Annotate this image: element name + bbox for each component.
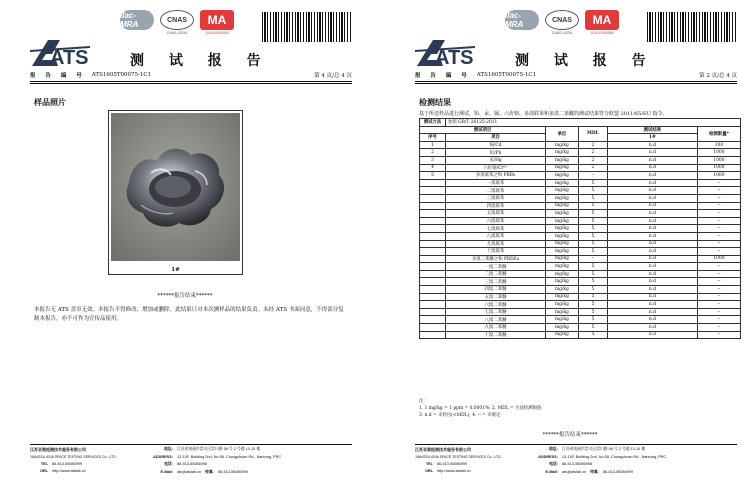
table-row [420, 308, 741, 316]
report-page-right [395, 0, 745, 500]
footer-divider [415, 444, 737, 445]
cell-result: n.d [607, 324, 697, 332]
ilac-mra-mark [120, 10, 154, 35]
results-table-body [420, 141, 741, 338]
cell-no [420, 331, 446, 339]
cell-item: 七溴联苯 [446, 225, 546, 233]
cell-item: 六溴二苯醚 [446, 301, 546, 309]
cell-item: 二溴联苯 [446, 187, 546, 195]
cell-limit: 1000 [697, 255, 740, 263]
fax-label: 传真: [590, 470, 599, 474]
cell-unit: mg/kg [546, 286, 579, 294]
cell-limit: -- [697, 210, 740, 218]
cnas-icon: CNAS [160, 10, 194, 30]
cell-item: 多溴联苯之和 PBBs [446, 172, 546, 180]
phone-label: 电话: [549, 462, 558, 466]
table-row [420, 278, 741, 286]
ma-code: 151012050089 [590, 31, 614, 35]
address-en: 13-15F, Building 2nd, No.58, Chongchuan Rd., Nantong, PRC [177, 455, 282, 459]
cell-limit: -- [697, 217, 740, 225]
cell-mdl: 5 [578, 270, 607, 278]
results-basis: 基于所送样品进行测试，铅、汞、镉、六价铬、多溴联苯和多溴二苯醚的测试结果符合欧盟 2011/65/EU 指令。 [419, 111, 668, 117]
table-row [420, 293, 741, 301]
results-notes [419, 398, 541, 419]
cell-limit: 1000 [697, 149, 740, 157]
fax-value: 86-513-55086999 [602, 470, 633, 474]
cell-result: n.d [607, 301, 697, 309]
cell-unit: mg/kg [546, 141, 579, 149]
cell-result: n.d [607, 331, 697, 339]
cell-no [420, 202, 446, 210]
table-row [420, 141, 741, 149]
cell-mdl: 5 [578, 232, 607, 240]
ma-code: 151012050089 [205, 31, 229, 35]
tel-value: 86-513-55086999 [52, 462, 82, 466]
cell-result: n.d [607, 278, 697, 286]
cell-limit: -- [697, 225, 740, 233]
cell-item: 八溴二苯醚 [446, 316, 546, 324]
cell-unit: mg/kg [546, 324, 579, 332]
cell-mdl: 2 [578, 141, 607, 149]
cell-unit: mg/kg [546, 232, 579, 240]
email-label: E-Mail: [160, 470, 173, 474]
cell-no: 5 [420, 172, 446, 180]
cell-unit: mg/kg [546, 316, 579, 324]
col-result-sample: 1# [607, 134, 697, 142]
report-number-label: 报 告 编 号 [415, 73, 471, 79]
cell-result: n.d [607, 232, 697, 240]
cell-limit: -- [697, 331, 740, 339]
cell-mdl: -- [578, 172, 607, 180]
fax-value: 86-513-55086999 [217, 470, 248, 474]
section-title-results: 检测结果 [419, 97, 451, 107]
method-label: 测试方法 [420, 119, 446, 127]
company-name-cn: 江苏亚奥检测技术服务有限公司 [415, 447, 471, 452]
address-en-label: ADDRESS: [153, 455, 173, 459]
cnas-icon: CNAS [545, 10, 579, 30]
cell-item: 三溴联苯 [446, 194, 546, 202]
address-en-label: ADDRESS: [538, 455, 558, 459]
cell-mdl: 5 [578, 240, 607, 248]
cell-result: n.d [607, 255, 697, 263]
cell-limit: -- [697, 179, 740, 187]
cell-mdl: 5 [578, 293, 607, 301]
cell-no [420, 324, 446, 332]
cell-mdl: 5 [578, 286, 607, 294]
table-row [420, 301, 741, 309]
url-link[interactable]: http://www.atslab.cn [52, 469, 86, 473]
table-row [420, 179, 741, 187]
cell-mdl: 2 [578, 149, 607, 157]
cell-mdl: 5 [578, 179, 607, 187]
table-row [420, 248, 741, 256]
cell-no [420, 301, 446, 309]
cell-result: n.d [607, 225, 697, 233]
cell-item: 镉/Cd [446, 141, 546, 149]
cell-no [420, 217, 446, 225]
address-cn-label: 地址: [164, 447, 173, 451]
cell-result: n.d [607, 293, 697, 301]
cell-item: 多溴二苯醚之和 PBDEs [446, 255, 546, 263]
cell-item: 五溴二苯醚 [446, 293, 546, 301]
report-page-left [10, 0, 360, 500]
cell-unit: mg/kg [546, 156, 579, 164]
cell-item: 六价铬/Cr⁶⁺ [446, 164, 546, 172]
cell-limit: -- [697, 308, 740, 316]
cell-no [420, 293, 446, 301]
cell-unit: mg/kg [546, 225, 579, 233]
cell-result: n.d [607, 210, 697, 218]
cell-unit: mg/kg [546, 149, 579, 157]
cell-no [420, 210, 446, 218]
notes-label: 注： [419, 399, 428, 404]
col-limit: 检测限量* [697, 126, 740, 141]
url-label: URL [425, 469, 433, 473]
table-row [420, 270, 741, 278]
page-indicator: 第 2 页/总 4 页 [699, 73, 737, 79]
col-item: 项目 [446, 134, 546, 142]
method-value: 参照 GB/T 26125-2011 [446, 119, 741, 127]
cell-mdl: 5 [578, 217, 607, 225]
address-cn: 江苏省南通市崇川区崇川路 58 号 2 号楼 13-15 楼 [562, 447, 646, 451]
address-cn-label: 地址: [549, 447, 558, 451]
cnas-code: CNAS L8154 [166, 31, 188, 35]
cell-item: 一溴二苯醚 [446, 263, 546, 271]
cell-mdl: 2 [578, 164, 607, 172]
cell-no [420, 248, 446, 256]
cell-unit: mg/kg [546, 187, 579, 195]
email-link[interactable]: ats@atslab.cn [562, 470, 587, 474]
cell-mdl: 5 [578, 301, 607, 309]
cell-no [420, 232, 446, 240]
cell-limit: -- [697, 278, 740, 286]
cell-item: 汞/Hg [446, 156, 546, 164]
footer-divider [30, 444, 352, 445]
certification-marks [505, 10, 619, 35]
cell-unit: mg/kg [546, 331, 579, 339]
table-row [420, 255, 741, 263]
table-row [420, 286, 741, 294]
col-result-group: 测试结果 [607, 126, 697, 134]
table-row [420, 217, 741, 225]
method-row [420, 119, 741, 127]
ma-mark [585, 10, 619, 35]
cell-no [420, 278, 446, 286]
phone-value: 86-513-55086998 [562, 462, 592, 466]
cell-unit: mg/kg [546, 270, 579, 278]
cell-limit: -- [697, 263, 740, 271]
cell-mdl: 5 [578, 316, 607, 324]
ma-mark [200, 10, 234, 35]
cell-result: n.d [607, 217, 697, 225]
ma-icon: MA [585, 10, 619, 30]
cell-result: n.d [607, 172, 697, 180]
note-1: 1. 1 mg/kg = 1 ppm = 0.0001%; 2. MDL = 方法检测限值 [419, 406, 542, 412]
table-row [420, 149, 741, 157]
cell-unit: mg/kg [546, 263, 579, 271]
cell-limit: -- [697, 187, 740, 195]
cell-result: n.d [607, 156, 697, 164]
cell-unit: mg/kg [546, 164, 579, 172]
cell-item: 九溴二苯醚 [446, 324, 546, 332]
cell-limit: 1000 [697, 164, 740, 172]
phone-value: 86-513-55086998 [177, 462, 207, 466]
cell-no [420, 270, 446, 278]
cell-limit: -- [697, 324, 740, 332]
cell-mdl: 5 [578, 210, 607, 218]
cell-no [420, 286, 446, 294]
col-unit: 单位 [546, 126, 579, 141]
cell-no [420, 316, 446, 324]
cell-item: 十溴联苯 [446, 248, 546, 256]
cell-limit: 1000 [697, 172, 740, 180]
cell-item: 一溴联苯 [446, 179, 546, 187]
tel-label: TEL [425, 462, 433, 466]
url-label: URL [40, 469, 48, 473]
ma-icon: MA [200, 10, 234, 30]
sample-photo [111, 113, 240, 261]
cell-unit: mg/kg [546, 240, 579, 248]
cell-limit: 100 [697, 141, 740, 149]
cell-no [420, 179, 446, 187]
table-row [420, 172, 741, 180]
cell-unit: mg/kg [546, 210, 579, 218]
cell-mdl: 5 [578, 202, 607, 210]
cell-result: n.d [607, 164, 697, 172]
cell-result: n.d [607, 263, 697, 271]
ilac-mra-mark [505, 10, 539, 35]
cell-result: n.d [607, 149, 697, 157]
cell-mdl: 5 [578, 187, 607, 195]
ats-logo [30, 36, 100, 70]
cell-limit: -- [697, 270, 740, 278]
header-divider [415, 81, 737, 82]
header-row-1 [420, 126, 741, 134]
cell-result: n.d [607, 202, 697, 210]
cell-no [420, 255, 446, 263]
note-2: 3. n.d = 未检出(<MDL); 4. -- = 未规定 [419, 413, 501, 419]
table-row [420, 187, 741, 195]
cell-item: 九溴联苯 [446, 240, 546, 248]
table-row [420, 194, 741, 202]
table-row [420, 316, 741, 324]
cell-limit: -- [697, 194, 740, 202]
table-row [420, 232, 741, 240]
col-no: 序号 [420, 134, 446, 142]
cell-result: n.d [607, 308, 697, 316]
table-row [420, 263, 741, 271]
cell-unit: mg/kg [546, 179, 579, 187]
ats-logo-text: ATS [50, 47, 89, 69]
cell-no: 3 [420, 156, 446, 164]
cell-mdl: 5 [578, 278, 607, 286]
cell-item: 八溴联苯 [446, 232, 546, 240]
table-row [420, 240, 741, 248]
ats-logo [415, 36, 485, 70]
cell-limit: -- [697, 240, 740, 248]
email-link[interactable]: ats@atslab.cn [177, 470, 202, 474]
table-row [420, 210, 741, 218]
cell-limit: -- [697, 293, 740, 301]
header-divider-thin [415, 83, 737, 84]
ilac-mra-icon: ilac-MRA [505, 10, 539, 30]
cell-unit: mg/kg [546, 248, 579, 256]
cell-item: 三溴二苯醚 [446, 278, 546, 286]
cell-limit: -- [697, 248, 740, 256]
cell-unit: mg/kg [546, 217, 579, 225]
cell-result: n.d [607, 141, 697, 149]
table-row [420, 225, 741, 233]
report-title: 测 试 报 告 [515, 53, 656, 69]
cell-limit: 1000 [697, 156, 740, 164]
report-number: ATS1605T00075-1C1 [91, 72, 152, 78]
phone-label: 电话: [164, 462, 173, 466]
report-number-label: 报 告 编 号 [30, 73, 86, 79]
cell-unit: mg/kg [546, 293, 579, 301]
cell-no: 2 [420, 149, 446, 157]
results-table [419, 118, 741, 339]
cell-no: 4 [420, 164, 446, 172]
table-row [420, 331, 741, 339]
cell-item: 五溴联苯 [446, 210, 546, 218]
cell-unit: mg/kg [546, 172, 579, 180]
cell-no [420, 225, 446, 233]
cell-no [420, 308, 446, 316]
cell-mdl: -- [578, 255, 607, 263]
cell-result: n.d [607, 179, 697, 187]
url-link[interactable]: http://www.atslab.cn [437, 469, 471, 473]
tel-label: TEL [40, 462, 48, 466]
cell-no [420, 263, 446, 271]
page-indicator: 第 4 页/总 4 页 [314, 73, 352, 79]
cell-limit: -- [697, 316, 740, 324]
fax-label: 传真: [205, 470, 214, 474]
cell-unit: mg/kg [546, 301, 579, 309]
cell-item: 二溴二苯醚 [446, 270, 546, 278]
cnas-mark [545, 10, 579, 35]
cell-no [420, 194, 446, 202]
cell-result: n.d [607, 240, 697, 248]
cell-unit: mg/kg [546, 278, 579, 286]
cell-limit: -- [697, 202, 740, 210]
cell-mdl: 5 [578, 263, 607, 271]
table-row [420, 324, 741, 332]
cell-result: n.d [607, 194, 697, 202]
company-name-cn: 江苏亚奥检测技术服务有限公司 [30, 447, 86, 452]
cell-limit: -- [697, 301, 740, 309]
tel-value: 86-513-55086999 [437, 462, 467, 466]
cell-mdl: 5 [578, 248, 607, 256]
report-number-row [415, 70, 737, 80]
report-end-mark: ******报告结束****** [542, 432, 598, 438]
cell-result: n.d [607, 248, 697, 256]
cell-limit: -- [697, 232, 740, 240]
cell-item: 七溴二苯醚 [446, 308, 546, 316]
report-end-mark: ******报告结束****** [157, 293, 213, 299]
header-divider-thin [30, 83, 352, 84]
report-footer [415, 447, 737, 487]
cell-mdl: 5 [578, 194, 607, 202]
table-row [420, 164, 741, 172]
cell-result: n.d [607, 286, 697, 294]
cell-mdl: 5 [578, 324, 607, 332]
cell-unit: mg/kg [546, 194, 579, 202]
ilac-mra-icon: ilac-MRA [120, 10, 154, 30]
section-title-photo: 样品照片 [34, 97, 66, 107]
barcode-icon [647, 12, 737, 42]
address-cn: 江苏省南通市崇川区崇川路 58 号 2 号楼 13-15 楼 [177, 447, 261, 451]
cell-result: n.d [607, 270, 697, 278]
cell-item: 六溴联苯 [446, 217, 546, 225]
col-mdl: MDL [578, 126, 607, 141]
cell-mdl: 5 [578, 225, 607, 233]
cell-mdl: 5 [578, 308, 607, 316]
table-row [420, 202, 741, 210]
cell-unit: mg/kg [546, 255, 579, 263]
photo-caption: 1# [171, 267, 180, 273]
col-item-group: 测试项目 [420, 126, 546, 134]
cell-item: 铅/Pb [446, 149, 546, 157]
cell-item: 四溴联苯 [446, 202, 546, 210]
address-en: 13-15F, Building 2nd, No.58, Chongchuan Rd., Nantong, PRC [562, 455, 667, 459]
report-footer [30, 447, 352, 487]
cell-limit: -- [697, 286, 740, 294]
report-title: 测 试 报 告 [130, 53, 271, 69]
cell-mdl: 2 [578, 156, 607, 164]
header-divider [30, 81, 352, 82]
cell-no: 1 [420, 141, 446, 149]
report-notice: 本报告无 ATS 盖章无效。本报告不得修改、增加或删除。此结果只对本次测样品的结果负责。未经 ATS 书面同意，不得部分复制本报告，亦不可作为宣传品使用。 [34, 307, 344, 322]
cell-item: 四溴二苯醚 [446, 286, 546, 294]
company-name-en: JIANGSU ASIA SPACE TESTING SERVICES Co., LTD. [30, 455, 117, 459]
cnas-mark [160, 10, 194, 35]
cell-no [420, 240, 446, 248]
cell-unit: mg/kg [546, 308, 579, 316]
sample-photo-frame [108, 110, 243, 275]
cell-mdl: 5 [578, 331, 607, 339]
cell-unit: mg/kg [546, 202, 579, 210]
company-name-en: JIANGSU ASIA SPACE TESTING SERVICES Co., LTD. [415, 455, 502, 459]
ats-logo-text: ATS [435, 47, 474, 69]
email-label: E-Mail: [545, 470, 558, 474]
cnas-code: CNAS L8154 [551, 31, 573, 35]
cell-result: n.d [607, 316, 697, 324]
cell-result: n.d [607, 187, 697, 195]
cell-item: 十溴二苯醚 [446, 331, 546, 339]
report-number-row [30, 70, 352, 80]
cell-no [420, 187, 446, 195]
barcode-icon [262, 12, 352, 42]
certification-marks [120, 10, 234, 35]
table-row [420, 156, 741, 164]
report-number: ATS1605T00075-1C1 [476, 72, 537, 78]
